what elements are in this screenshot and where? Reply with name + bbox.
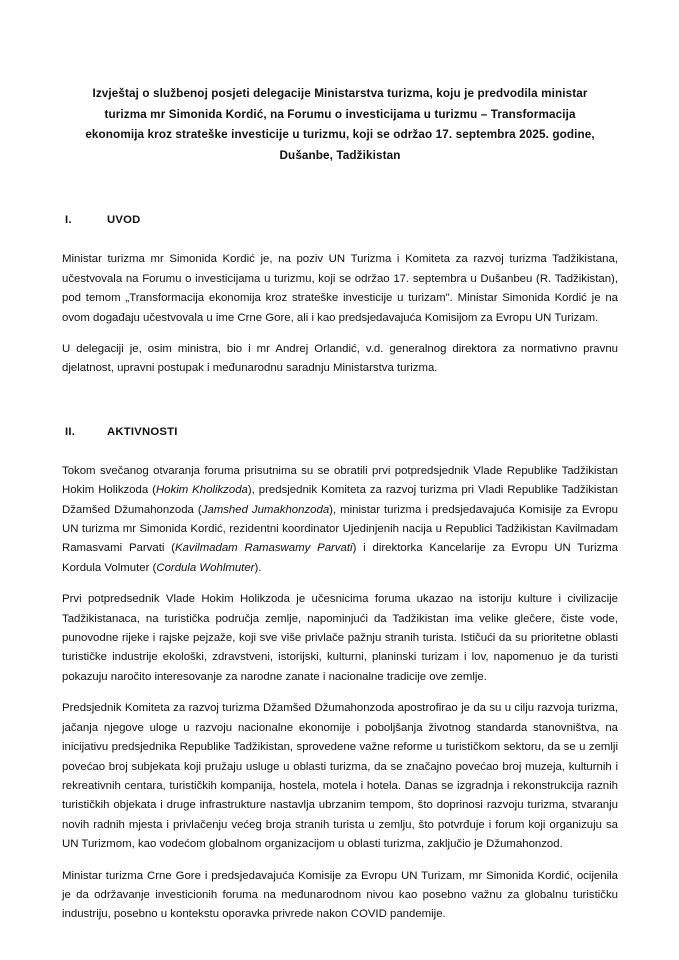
paragraph xyxy=(62,699,618,854)
paragraph xyxy=(62,590,618,687)
paragraph: U delegaciji je, osim ministra, bio i mr Andrej Orlandić, v.d. generalnog direktora za normativno pravnu djelatnost, upravni postupak i međunarodnu saradnju Ministarstva turizma. xyxy=(62,343,618,375)
text-run: ), ministar turizma i predsjedavajuća Komisije za Evropu UN turizma mr Simonida Kordić, rezidentni koordinator Ujedinjenih nacija u Republici Tadžikistan Kavilmadam Ramasvami Parvati ( xyxy=(62,503,618,555)
text-run: Ministar turizma Crne Gore i predsjedavajuća Komisije za Evropu UN Turizam, mr Simonida Kordić, ocijenila je da održavanje investicionih foruma na međunarodnom nivou kao posebno važnu za globalnu turističku industriju, posebno u kontekstu oporavka privrede nakon COVID pandemije. xyxy=(62,869,618,921)
text-run: Prvi potpredsednik Vlade Hokim Holikzoda je učesnicima foruma ukazao na istoriju kulture i civilizacije Tadžikistanaca, na turistička područja zemlje, napominjući da Tadžikistan ima velike glečere, čiste vode, punovodne rijeke i rajske pejzaže, koji sve više privlače pažnju stranih turista. Ističući da su prioritetne oblasti turističke industrije ekološki, zdravstveni, istorijski, kulturni, planinski turizam i lov, napomenuo je da turisti pokazuju naročito interesovanje za narodne zanate i nacionalne tradicije ove zemlje. xyxy=(62,593,618,683)
transliterated-name: Kavilmadam Ramaswamy Parvati xyxy=(175,542,353,555)
paragraph: Ministar turizma mr Simonida Kordić je, na poziv UN Turizma i Komiteta za razvoj turizma Tadžikistana, učestvovala na Forumu o investicijama u turizmu, koji se održao 17. septembra u Dušanbeu (R. Tadžikistan), pod temom „Transformacija ekonomija kroz strateške investicije u turizam". Ministar Simonida Kordić je na ovom događaju učestvovala u ime Crne Gore, ali i kao predsjedavajuća Komisijom za Evropu UN Turizam. xyxy=(62,253,618,324)
transliterated-name: Hokim Kholikzoda xyxy=(155,484,248,497)
text-run: ). xyxy=(254,561,262,574)
section-label: UVOD xyxy=(107,214,141,227)
transliterated-name: Jamshed Jumakhonzoda xyxy=(201,503,330,516)
text-run: ), predsjednik Komiteta za razvoj turizma pri Vladi Republike Tadžikistan Džamšed Džumahonzoda ( xyxy=(62,484,618,516)
section-label: AKTIVNOSTI xyxy=(107,425,178,438)
text-run: Tokom svečanog otvaranja foruma prisutnima su se obratili prvi potpredsjednik Vlade Republike Tadžikistan Hokim Holikzoda ( xyxy=(62,464,618,497)
section-heading-uvod xyxy=(62,214,618,226)
paragraph xyxy=(62,462,618,578)
paragraph xyxy=(62,867,618,925)
section-numeral: II. xyxy=(65,425,76,438)
activities-paragraphs xyxy=(62,462,618,925)
section-heading-aktivnosti xyxy=(62,426,618,438)
text-run: Predsjednik Komiteta za razvoj turizma Džamšed Džumahonzoda apostrofirao je da su u cilju razvoja turizma, jačanja njegove uloge u razvoju nacionalne ekonomije i poboljšanja životnog standarda stanovništva, na inicijativu predsjednika Republike Tadžikistan, sprovedene važne reforme u turističkom sektoru, da se u zemlji povećao broj subjekata koji pružaju usluge u oblasti turizma, da se značajno povećao broj muzeja, kulturnih i rekreativnih centara, turističkih kompanija, hostela, motela i hotela. Danas se izgradnja i rekonstrukcija raznih turističkih objekata i druge infrastrukture nastavlja ubrzanim tempom, što doprinosi razvoju turizma, stvaranju novih radnih mjesta i privlačenju većeg broja stranih turista u zemlju, što potvrđuje i forum koji organizuju sa UN Turizmom, kao vodećom globalnom organizacijom u oblasti turizma, zaključio je Džumahonzod. xyxy=(62,702,618,851)
section-numeral: I. xyxy=(65,214,72,227)
document-body xyxy=(62,0,618,925)
text-run: ) i direktorka Kancelarije za Evropu UN Turizma Kordula Volmuter ( xyxy=(62,542,619,574)
transliterated-name: Cordula Wohlmuter xyxy=(156,561,255,574)
page-title: Izvještaj o službenoj posjeti delegacije Ministarstva turizma, koju je predvodila ministar turizma mr Simonida Kordić, na Forumu o investicijama u turizmu – Transformacija ekonomija kroz strateške investicije u turizmu, koji se održao 17. septembra 2025. godine, Dušanbe, Tadžikistan xyxy=(85,87,595,162)
